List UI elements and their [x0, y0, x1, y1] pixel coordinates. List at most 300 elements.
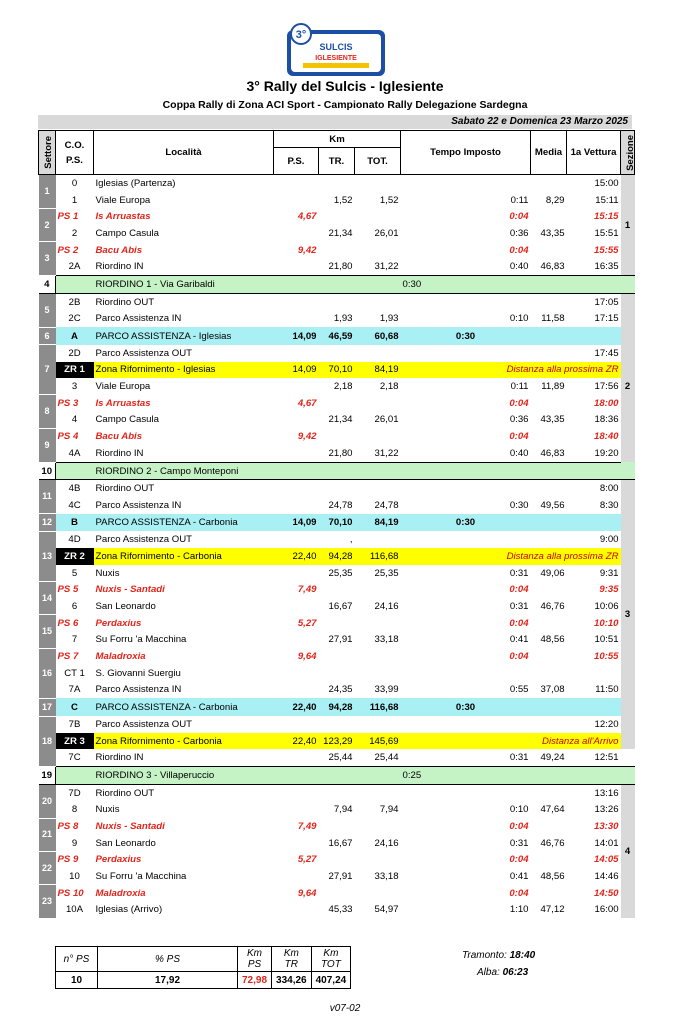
km-tr — [319, 615, 355, 632]
time-imposed: 0:55 — [509, 684, 529, 696]
km-tr — [319, 293, 355, 310]
km-tot — [355, 175, 401, 192]
control-code: 7C — [68, 752, 81, 764]
settore-number: 4 — [39, 276, 56, 294]
zr-note: Distanza alla prossima ZR — [401, 548, 621, 565]
km-tr: 94,28 — [319, 548, 355, 565]
col-settore: Settore — [39, 131, 56, 175]
avg-speed — [531, 716, 567, 733]
km-ps — [274, 345, 319, 362]
km-ps: 22,40 — [274, 733, 319, 750]
sezione-number: 2 — [621, 293, 635, 480]
avg-speed — [531, 345, 567, 362]
km-ps — [274, 868, 319, 885]
km-ps — [274, 225, 319, 242]
avg-speed — [531, 208, 567, 225]
sunset: Tramonto: 18:40 — [462, 950, 536, 961]
sum-h-kmtr: Km TR — [272, 947, 312, 972]
time-imposed: 0:30 — [401, 514, 531, 532]
avg-speed — [531, 582, 567, 599]
control-code: 4D — [68, 534, 81, 546]
time-imposed: 0:04 — [509, 431, 529, 443]
km-tot: 24,16 — [374, 601, 399, 613]
avg-speed: 47,64 — [540, 804, 565, 816]
km-tot: 1,93 — [379, 313, 399, 325]
first-car: 16:00 — [594, 904, 619, 916]
first-car: 18:40 — [593, 431, 619, 443]
riordino-spacer — [56, 276, 94, 294]
time-imposed: 0:31 — [509, 752, 529, 764]
col-km-ps: P.S. — [274, 148, 319, 175]
control-code: 3 — [71, 381, 78, 393]
time-imposed: 1:10 — [509, 904, 529, 916]
avg-speed: 37,08 — [540, 684, 565, 696]
first-car: 18:00 — [593, 397, 619, 409]
km-ps — [274, 801, 319, 818]
table-row — [39, 497, 635, 514]
first-car: 17:56 — [594, 381, 619, 393]
km-tr: 24,78 — [328, 499, 353, 511]
control-code: 9 — [71, 837, 78, 849]
time-imposed: 0:36 — [509, 414, 529, 426]
km-tot — [355, 716, 401, 733]
km-tr: 123,29 — [319, 733, 355, 750]
control-code: PS 1 — [57, 211, 79, 223]
km-ps — [274, 378, 319, 395]
time-imposed: 0:41 — [509, 634, 529, 646]
riordino-label: RIORDINO 2 - Campo Monteponi — [94, 462, 401, 480]
location: San Leonardo — [95, 837, 156, 849]
avg-speed — [531, 531, 567, 548]
time-imposed: 0:41 — [509, 871, 529, 883]
km-ps — [274, 749, 319, 766]
first-car: 10:10 — [593, 617, 619, 629]
time-imposed — [401, 175, 531, 192]
km-tr: 1,52 — [333, 194, 353, 206]
km-tot — [355, 428, 401, 445]
settore-number: 22 — [39, 852, 56, 885]
avg-speed: 47,12 — [540, 904, 565, 916]
km-tot — [355, 208, 401, 225]
km-ps — [274, 293, 319, 310]
km-tr — [319, 885, 355, 902]
first-car: 9:35 — [599, 584, 619, 596]
km-tr: 1,93 — [333, 313, 353, 325]
location: Parco Assistenza IN — [95, 499, 182, 511]
km-ps: 4,67 — [297, 211, 317, 223]
table-row — [39, 698, 635, 716]
control-code: 2D — [68, 347, 81, 359]
control-code: C — [56, 698, 94, 716]
time-imposed — [401, 345, 531, 362]
settore-number: 15 — [39, 615, 56, 648]
km-tr — [319, 716, 355, 733]
first-car: 15:11 — [595, 194, 619, 206]
sum-kmtr: 334,26 — [272, 972, 312, 989]
km-tr — [319, 818, 355, 835]
control-code: PS 10 — [57, 887, 84, 899]
table-row — [39, 868, 635, 885]
col-localita: Località — [94, 131, 274, 175]
avg-speed: 46,76 — [540, 601, 565, 613]
table-row — [39, 225, 635, 242]
time-imposed: 0:31 — [509, 837, 529, 849]
table-row — [39, 311, 635, 328]
control-code: 8 — [71, 804, 78, 816]
km-ps: 9,42 — [297, 244, 317, 256]
km-tr — [319, 242, 355, 259]
settore-number: 5 — [39, 293, 56, 327]
location: PARCO ASSISTENZA - Carbonia — [94, 698, 274, 716]
table-row — [39, 582, 635, 599]
table-row — [39, 276, 635, 294]
riordino-spacer — [56, 767, 94, 785]
first-car: 14:01 — [594, 837, 619, 849]
km-tr — [319, 428, 355, 445]
table-row — [39, 733, 635, 750]
time-imposed: 0:10 — [509, 313, 529, 325]
time-imposed: 0:04 — [509, 887, 529, 899]
control-code: 10 — [69, 871, 80, 883]
table-row — [39, 716, 635, 733]
table-row — [39, 445, 635, 462]
settore-number: 7 — [39, 345, 56, 395]
control-code: ZR 3 — [56, 733, 94, 750]
km-tot: 145,69 — [355, 733, 401, 750]
first-car — [567, 327, 621, 345]
km-ps — [274, 665, 319, 682]
page-subtitle: Coppa Rally di Zona ACI Sport - Campionato Rally Delegazione Sardegna — [162, 99, 528, 111]
table-row — [39, 293, 635, 310]
location: Nuxis - Santadi — [95, 584, 165, 596]
location: Nuxis — [95, 567, 120, 579]
table-row — [39, 395, 635, 412]
table-row — [39, 598, 635, 615]
riordino-fill — [531, 767, 635, 785]
avg-speed — [531, 395, 567, 412]
control-code: 6 — [71, 601, 78, 613]
rally-logo — [283, 22, 389, 78]
location: PARCO ASSISTENZA - Iglesias — [94, 327, 274, 345]
control-code: 4A — [68, 447, 81, 459]
km-ps — [274, 784, 319, 801]
km-tr: 25,44 — [328, 752, 353, 764]
first-car: 17:05 — [594, 296, 619, 308]
time-imposed: 0:36 — [509, 227, 529, 239]
avg-speed: 43,35 — [540, 227, 565, 239]
km-tot — [355, 531, 401, 548]
table-row — [39, 615, 635, 632]
table-row — [39, 327, 635, 345]
km-tr — [319, 784, 355, 801]
first-car: 13:30 — [593, 820, 619, 832]
km-ps: 7,49 — [297, 820, 317, 832]
riordino-label: RIORDINO 3 - Villaperuccio — [94, 767, 401, 785]
time-imposed — [401, 716, 531, 733]
location: Parco Assistenza IN — [95, 313, 182, 325]
control-code: PS 3 — [57, 397, 79, 409]
riordino-spacer — [56, 462, 94, 480]
control-code: PS 7 — [57, 651, 79, 663]
table-row — [39, 902, 635, 919]
settore-number: 16 — [39, 648, 56, 698]
km-ps — [274, 311, 319, 328]
time-imposed: 0:04 — [509, 244, 529, 256]
sum-h-nps: n° PS — [56, 947, 98, 972]
settore-number: 14 — [39, 582, 56, 615]
km-tr — [319, 208, 355, 225]
location: Campo Casula — [95, 414, 159, 426]
page-title: 3° Rally del Sulcis - Iglesiente — [246, 78, 444, 94]
first-car: 12:51 — [594, 752, 619, 764]
time-imposed: 0:31 — [509, 601, 529, 613]
km-tot — [355, 293, 401, 310]
control-code: 2C — [68, 313, 81, 325]
location: Is Arruastas — [95, 397, 151, 409]
avg-speed: 11,89 — [541, 381, 565, 393]
km-tr: 21,80 — [328, 261, 353, 273]
settore-number: 23 — [39, 885, 56, 918]
km-tot: 33,99 — [374, 684, 399, 696]
location: Zona Rifornimento - Carbonia — [94, 548, 274, 565]
settore-number: 10 — [39, 462, 56, 480]
km-tr: 94,28 — [319, 698, 355, 716]
sum-kmps: 72,98 — [238, 972, 272, 989]
km-tr — [319, 345, 355, 362]
settore-number: 19 — [39, 767, 56, 785]
first-car: 13:26 — [594, 804, 619, 816]
km-tot: 25,44 — [374, 752, 399, 764]
time-imposed — [401, 665, 531, 682]
time-imposed: 0:04 — [509, 211, 529, 223]
first-car: 9:00 — [599, 534, 619, 546]
riordino-label: RIORDINO 1 - Via Garibaldi — [94, 276, 401, 294]
avg-speed — [531, 242, 567, 259]
km-tr — [319, 480, 355, 497]
first-car: 15:00 — [594, 177, 619, 189]
location: Iglesias (Arrivo) — [95, 904, 163, 916]
km-ps — [274, 480, 319, 497]
avg-speed: 46,76 — [540, 837, 565, 849]
first-car: 8:00 — [599, 483, 619, 495]
avg-speed — [531, 648, 567, 665]
control-code: 0 — [71, 177, 78, 189]
first-car: 10:06 — [594, 601, 619, 613]
km-tot — [355, 582, 401, 599]
control-code: PS 8 — [57, 820, 79, 832]
avg-speed — [531, 327, 567, 345]
settore-number: 3 — [39, 242, 56, 276]
time-imposed: 0:40 — [509, 447, 529, 459]
km-tot: 25,35 — [374, 567, 399, 579]
location: Perdaxius — [95, 617, 142, 629]
km-tot — [355, 885, 401, 902]
table-row — [39, 480, 635, 497]
location: Parco Assistenza OUT — [95, 347, 193, 359]
km-ps: 14,09 — [274, 514, 319, 532]
location: Riordino IN — [95, 261, 144, 273]
time-imposed: 0:31 — [509, 567, 529, 579]
location: Nuxis - Santadi — [95, 820, 165, 832]
settore-number: 20 — [39, 784, 56, 818]
km-tr — [319, 175, 355, 192]
time-imposed: 0:04 — [509, 397, 529, 409]
location: Is Arruastas — [95, 211, 151, 223]
km-tot — [355, 242, 401, 259]
avg-speed: 46,83 — [540, 261, 565, 273]
km-tot — [355, 395, 401, 412]
settore-number: 13 — [39, 531, 56, 581]
km-ps: 14,09 — [274, 362, 319, 379]
km-tot: 33,18 — [374, 634, 399, 646]
first-car: 10:51 — [594, 634, 619, 646]
sezione-number: 4 — [621, 784, 635, 918]
table-row — [39, 242, 635, 259]
settore-number: 11 — [39, 480, 56, 514]
km-tr: 16,67 — [328, 837, 353, 849]
control-code: 7B — [68, 718, 81, 730]
control-code: PS 6 — [57, 617, 79, 629]
first-car: 11:50 — [595, 684, 619, 696]
table-row — [39, 175, 635, 192]
control-code: 4B — [68, 483, 81, 495]
km-ps: 9,64 — [297, 651, 317, 663]
km-ps — [274, 175, 319, 192]
avg-speed: 49,56 — [540, 499, 565, 511]
avg-speed: 8,29 — [545, 194, 565, 206]
table-row — [39, 462, 635, 480]
km-tot — [355, 480, 401, 497]
sum-kmtot: 407,24 — [311, 972, 351, 989]
table-row — [39, 192, 635, 209]
km-tr: 70,10 — [319, 362, 355, 379]
km-tr — [319, 395, 355, 412]
location: San Leonardo — [95, 601, 156, 613]
settore-number: 6 — [39, 327, 56, 345]
location: Parco Assistenza OUT — [95, 718, 193, 730]
location: Viale Europa — [95, 381, 151, 393]
km-tr: 7,94 — [333, 804, 353, 816]
avg-speed: 48,56 — [540, 871, 565, 883]
control-code: CT 1 — [64, 667, 85, 679]
time-imposed: 0:11 — [510, 381, 529, 393]
km-ps: 9,64 — [297, 887, 317, 899]
km-tot: 7,94 — [379, 804, 399, 816]
table-row — [39, 548, 635, 565]
km-tr — [319, 582, 355, 599]
km-ps — [274, 565, 319, 582]
zr-note: Distanza all'Arrivo — [401, 733, 621, 750]
settore-number: 1 — [39, 175, 56, 209]
avg-speed — [531, 175, 567, 192]
col-km-tr: TR. — [319, 148, 355, 175]
avg-speed: 49,24 — [540, 752, 565, 764]
control-code: PS 2 — [57, 244, 79, 256]
col-tempo: Tempo Imposto — [401, 131, 531, 175]
km-tot: 116,68 — [355, 548, 401, 565]
km-tot: 24,16 — [374, 837, 399, 849]
km-tr: 21,34 — [328, 414, 353, 426]
time-imposed: 0:04 — [509, 617, 529, 629]
time-imposed: 0:04 — [509, 584, 529, 596]
avg-speed — [531, 514, 567, 532]
avg-speed: 43,35 — [540, 414, 565, 426]
control-code: 7A — [68, 684, 81, 696]
summary-table — [55, 946, 351, 989]
sum-pct: 17,92 — [98, 972, 238, 989]
km-tot: 84,19 — [355, 514, 401, 532]
km-tr — [319, 648, 355, 665]
table-row — [39, 378, 635, 395]
location: Bacu Abis — [95, 244, 143, 256]
time-imposed: 0:04 — [509, 651, 529, 663]
settore-number: 8 — [39, 395, 56, 428]
km-tot — [355, 615, 401, 632]
sum-h-kmtot: Km TOT — [311, 947, 351, 972]
table-row — [39, 852, 635, 869]
first-car — [567, 514, 621, 532]
location: PARCO ASSISTENZA - Carbonia — [94, 514, 274, 532]
location: Zona Rifornimento - Iglesias — [94, 362, 274, 379]
avg-speed: 11,58 — [541, 313, 565, 325]
table-row — [39, 514, 635, 532]
control-code: 1 — [71, 194, 78, 206]
settore-number: 12 — [39, 514, 56, 532]
table-row — [39, 749, 635, 766]
avg-speed — [531, 885, 567, 902]
km-tot: 1,52 — [379, 194, 399, 206]
km-tot — [355, 818, 401, 835]
table-row — [39, 682, 635, 699]
control-code: 2B — [68, 296, 81, 308]
location: Su Forru 'a Macchina — [95, 634, 187, 646]
avg-speed: 46,83 — [540, 447, 565, 459]
location: Riordino OUT — [95, 483, 155, 495]
km-tr: 45,33 — [328, 904, 353, 916]
table-row — [39, 818, 635, 835]
table-row — [39, 362, 635, 379]
table-row — [39, 648, 635, 665]
table-row — [39, 801, 635, 818]
location: Zona Rifornimento - Carbonia — [94, 733, 274, 750]
km-tr: 24,35 — [328, 684, 353, 696]
first-car: 18:36 — [594, 414, 619, 426]
table-row — [39, 565, 635, 582]
km-ps — [274, 412, 319, 429]
km-ps — [274, 682, 319, 699]
svg-text:SULCIS: SULCIS — [319, 42, 353, 52]
settore-number: 9 — [39, 428, 56, 462]
km-tot: 26,01 — [374, 414, 399, 426]
time-imposed: 0:11 — [510, 194, 529, 206]
col-km-tot: TOT. — [355, 148, 401, 175]
km-tot — [355, 852, 401, 869]
km-tot: 54,97 — [374, 904, 399, 916]
time-imposed — [401, 293, 531, 310]
km-tot: 60,68 — [355, 327, 401, 345]
control-code: 5 — [71, 567, 78, 579]
first-car: 15:15 — [593, 211, 619, 223]
sum-nps: 10 — [56, 972, 98, 989]
col-km: Km — [274, 131, 401, 148]
km-tr: 16,67 — [328, 601, 353, 613]
km-ps — [274, 902, 319, 919]
location: Bacu Abis — [95, 431, 143, 443]
table-row — [39, 665, 635, 682]
control-code: 4 — [71, 414, 78, 426]
control-code: ZR 2 — [56, 548, 94, 565]
table-row — [39, 632, 635, 649]
